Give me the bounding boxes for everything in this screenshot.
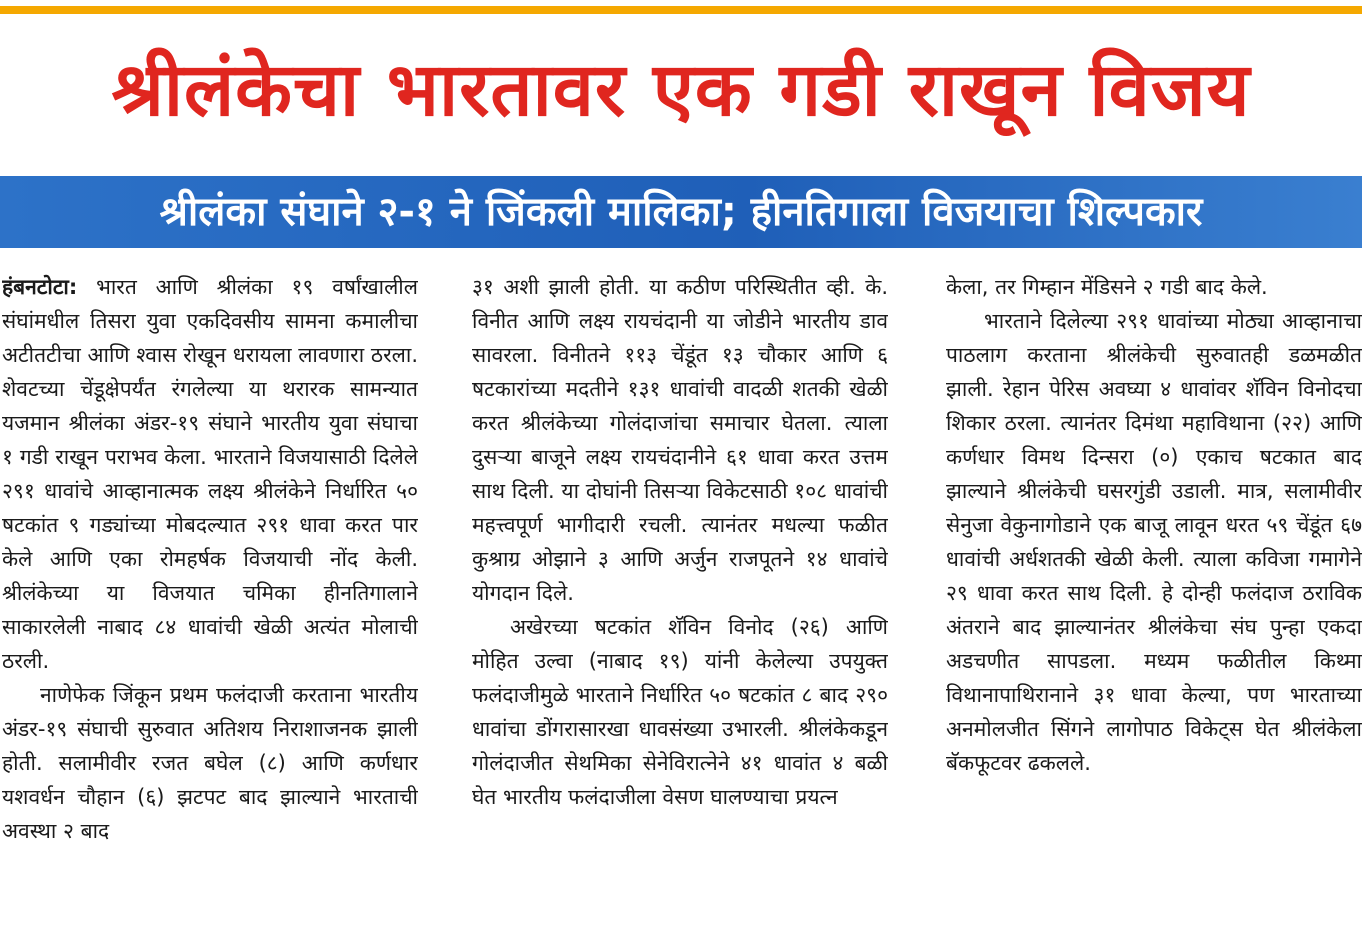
top-accent-rule xyxy=(0,6,1362,14)
paragraph-text: भारत आणि श्रीलंका १९ वर्षांखालील संघांमधील तिसरा युवा एकदिवसीय सामना कमालीचा अटीतटीचा आणि श्वास रोखून धरायला लावणारा ठरला. शेवटच्या चेंडूक्षेपर्यंत रंगलेल्या या थरारक सामन्यात यजमान श्रीलंका अंडर-१९ संघाने भारतीय युवा संघाचा १ गडी राखून पराभव केला. भारताने विजयासाठी दिलेले २९१ धावांचे आव्हानात्मक लक्ष्य श्रीलंकेने निर्धारित ५० षटकांत ९ गड्यांच्या मोबदल्यात २९१ धावा करत पार केले आणि एका रोमहर्षक विजयाची नोंद केली. श्रीलंकेच्या या विजयात चमिका हीनतिगालाने साकारलेली नाबाद ८४ धावांची खेळी अत्यंत मोलाची ठरली. xyxy=(2,275,418,673)
article-paragraph: नाणेफेक जिंकून प्रथम फलंदाजी करताना भारतीय अंडर-१९ संघाची सुरुवात अतिशय निराशाजनक झाली होती. सलामीवीर रजत बघेल (८) आणि कर्णधार यशवर्धन चौहान (६) झटपट बाद झाल्याने भारताची अवस्था २ बाद xyxy=(2,683,418,843)
article-paragraph: केला, तर गिम्हान मेंडिसने २ गडी बाद केले. xyxy=(946,275,1268,299)
article-column-2 xyxy=(472,270,888,920)
article-column-3 xyxy=(946,270,1362,920)
article-column-1 xyxy=(2,270,418,920)
article-paragraph: अखेरच्या षटकांत शॅविन विनोद (२६) आणि मोहित उल्वा (नाबाद १९) यांनी केलेल्या उपयुक्त फलंदाजीमुळे भारताने निर्धारित ५० षटकांत ८ बाद २९० धावांचा डोंगरासारखा धावसंख्या उभारली. श्रीलंकेकडून गोलंदाजीत सेथमिका सेनेविरात्नेने ४१ धावांत ४ बळी घेत भारतीय फलंदाजीला वेसण घालण्याचा प्रयत्न xyxy=(472,615,888,809)
subheadline: श्रीलंका संघाने २-१ ने जिंकली मालिका; हीनतिगाला विजयाचा शिल्पकार xyxy=(159,189,1203,235)
subheadline-bar xyxy=(0,176,1362,248)
article-paragraph xyxy=(2,270,418,678)
headline: श्रीलंकेचा भारतावर एक गडी राखून विजय xyxy=(111,47,1251,133)
article-paragraph: भारताने दिलेल्या २९१ धावांच्या मोठ्या आव्हानाचा पाठलाग करताना श्रीलंकेची सुरुवातही डळमळीत झाली. रेहान पेरिस अवघ्या ४ धावांवर शॅविन विनोदचा शिकार ठरला. त्यानंतर दिमंथा महाविथाना (२२) आणि कर्णधार विमथ दिन्सरा (०) एकाच षटकात बाद झाल्याने श्रीलंकेची घसरगुंडी उडाली. मात्र, सलामीवीर सेनुजा वेकुनागोडाने एक बाजू लावून धरत ५९ चेंडूंत ६७ धावांची अर्धशतकी खेळी केली. त्याला कविजा गमागेने २९ धावा करत साथ दिली. हे दोन्ही फलंदाज ठराविक अंतराने बाद झाल्यानंतर श्रीलंकेचा संघ पुन्हा एकदा अडचणीत सापडला. मध्यम फळीतील किथ्मा विथानापाथिरानाने ३१ धावा केल्या, पण भारताच्या अनमोलजीत सिंगने लागोपाठ विकेट्स घेत श्रीलंकेला बॅकफूटवर ढकलले. xyxy=(946,309,1362,775)
article-paragraph: ३१ अशी झाली होती. या कठीण परिस्थितीत व्ही. के. विनीत आणि लक्ष्य रायचंदानी या जोडीने भारतीय डाव सावरला. विनीतने ११३ चेंडूंत १३ चौकार आणि ६ षटकारांच्या मदतीने १३१ धावांची वादळी शतकी खेळी करत श्रीलंकेच्या गोलंदाजांचा समाचार घेतला. त्याला दुसऱ्या बाजूने लक्ष्य रायचंदानीने ६१ धावा करत उत्तम साथ दिली. या दोघांनी तिसऱ्या विकेटसाठी १०८ धावांची महत्त्वपूर्ण भागीदारी रचली. त्यानंतर मधल्या फळीत कुश्राग्र ओझाने ३ आणि अर्जुन राजपूतने १४ धावांचे योगदान दिले. xyxy=(472,275,888,605)
dateline: हंबनटोटा: xyxy=(2,275,78,299)
